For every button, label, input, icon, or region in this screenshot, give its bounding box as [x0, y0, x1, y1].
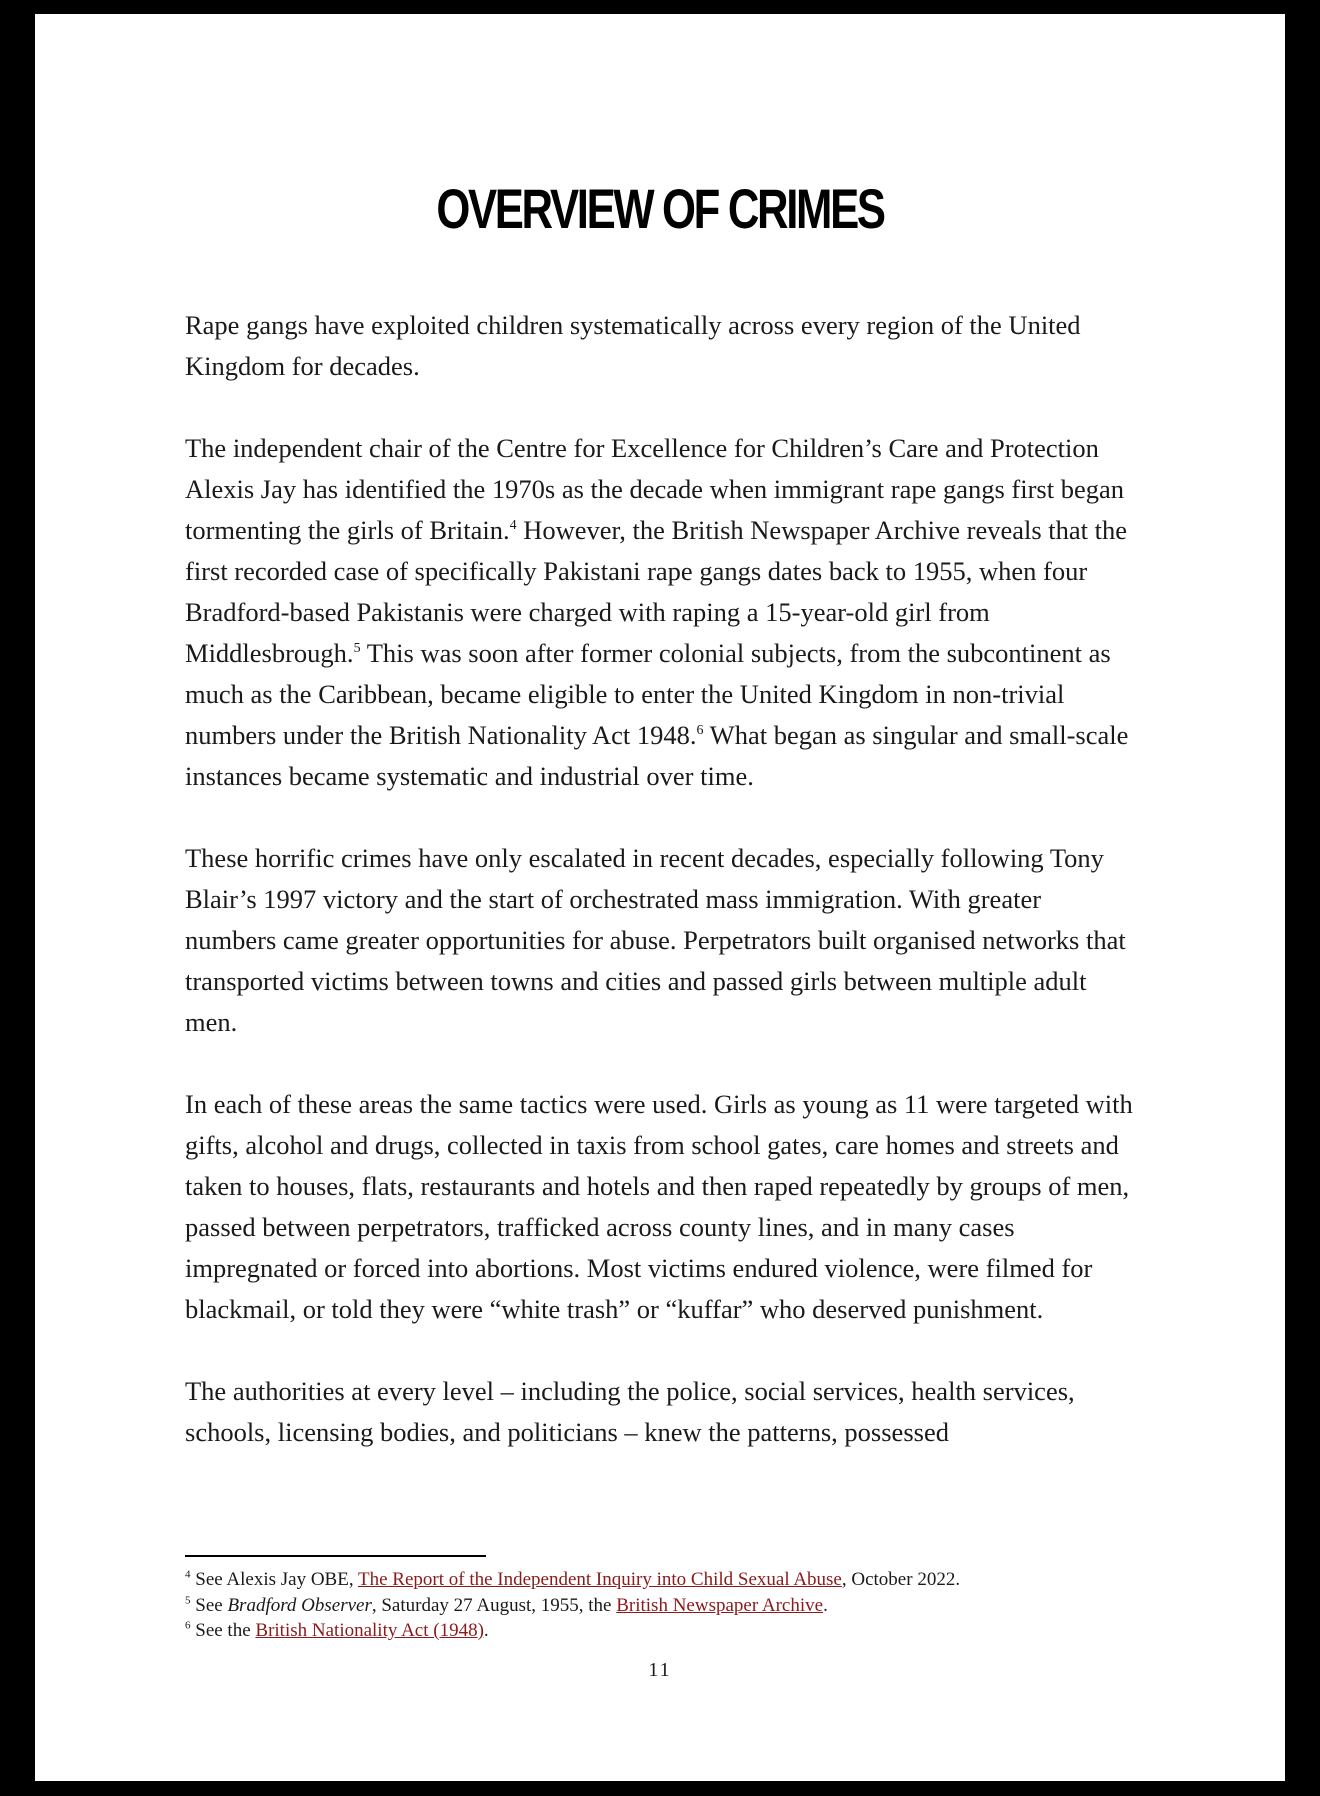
footnote-divider	[185, 1555, 486, 1557]
page-title: OVERVIEW OF CRIMES	[436, 177, 884, 240]
paragraph-2-text-a: The independent chair of the Centre for Excellence for Children’s Care and Protection Alexis Jay has identified the 1970s as the decade when immigrant rape gangs first began tormenting the girls of Britain.	[185, 433, 1125, 545]
footnote-link-newspaper-archive[interactable]: British Newspaper Archive	[616, 1594, 824, 1616]
footnote-ref-5[interactable]: 5	[353, 641, 361, 657]
footnote-text: .	[823, 1594, 828, 1616]
footnote-link-nationality-act[interactable]: British Nationality Act (1948)	[255, 1620, 484, 1641]
body-text	[185, 305, 1135, 1494]
paragraph-5: The authorities at every level – including the police, social services, health services, schools, licensing bodies, and politicians – knew the patterns, possessed	[185, 1376, 1075, 1447]
footnote-text: , October 2022.	[841, 1569, 961, 1590]
paragraph-2-text-c: This was soon after former colonial subjects, from the subcontinent as much as the Caribbean, became eligible to enter the United Kingdom in non-trivial numbers under the British Nationality Act 1948.	[185, 638, 1111, 750]
footnote-italic-source: Bradford Observer	[227, 1594, 372, 1616]
footnote-ref-4[interactable]: 4	[509, 518, 517, 534]
footnote-number: 5	[185, 1594, 191, 1607]
paragraph-4: In each of these areas the same tactics were used. Girls as young as 11 were targeted with gifts, alcohol and drugs, collected in taxis from school gates, care homes and streets and taken to houses, flats, restaurants and hotels and then raped repeatedly by groups of men, passed between perpetrators, trafficked across county lines, and in many cases impregnated or forced into abortions. Most victims endured violence, were filmed for blackmail, or told they were “white trash” or “kuffar” who deserved punishment.	[185, 1089, 1133, 1324]
footnotes	[185, 1567, 1185, 1644]
footnote-ref-6[interactable]: 6	[696, 723, 704, 739]
paragraph-3: These horrific crimes have only escalated in recent decades, especially following Tony Blair’s 1997 victory and the start of orchestrated mass immigration. With greater numbers came greater opportunities for abuse. Perpetrators built organised networks that transported victims between towns and cities and passed girls between multiple adult men.	[185, 843, 1126, 1037]
footnote-link-jay-report[interactable]: The Report of the Independent Inquiry into Child Sexual Abuse	[357, 1569, 842, 1590]
footnote-6	[185, 1618, 1185, 1644]
footnote-5	[185, 1593, 1185, 1619]
paragraph-2	[185, 428, 1135, 797]
footnote-text: See	[190, 1594, 228, 1616]
footnote-number: 4	[185, 1568, 191, 1581]
footnote-text: , Saturday 27 August, 1955, the	[371, 1594, 617, 1616]
footnote-text: See Alexis Jay OBE,	[190, 1569, 358, 1590]
footnote-text: See the	[190, 1620, 256, 1641]
paragraph-1: Rape gangs have exploited children systematically across every region of the United Kingdom for decades.	[185, 310, 1081, 381]
document-page	[35, 14, 1285, 1781]
paragraph-2-text-b: However, the British Newspaper Archive reveals that the first recorded case of specifically Pakistani rape gangs dates back to 1955, when four Bradford-based Pakistanis were charged with raping a 15-year-old girl from Middlesbrough.	[185, 515, 1128, 668]
footnote-number: 6	[185, 1619, 191, 1632]
footnote-text: .	[483, 1620, 489, 1641]
page-number: 11	[648, 1659, 672, 1681]
paragraph-2-text-d: What began as singular and small-scale instances became systematic and industrial over time.	[185, 720, 1129, 791]
footnote-4	[185, 1567, 1185, 1593]
